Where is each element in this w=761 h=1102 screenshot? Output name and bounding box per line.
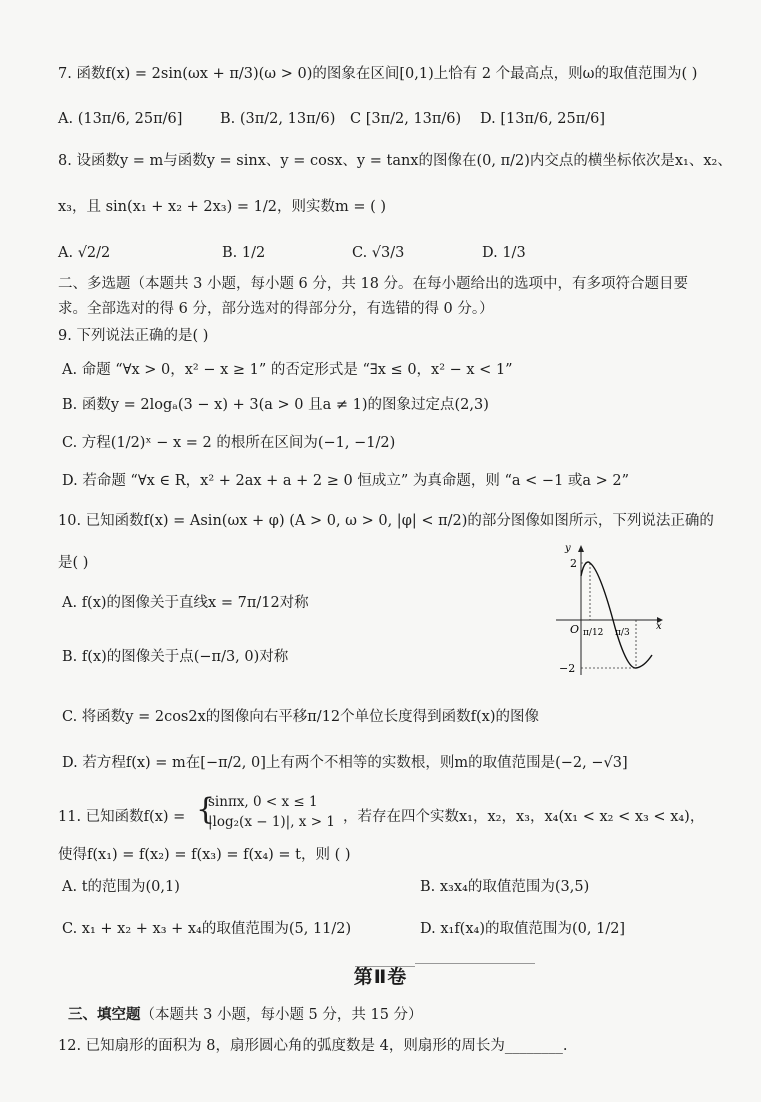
q9-option-a: A. 命题 “∀x > 0，x² − x ≥ 1” 的否定形式是 “∃x ≤ 0，x² − x < 1”: [62, 362, 513, 378]
q12-stem: 12. 已知扇形的面积为 8，扇形圆心角的弧度数是 4，则扇形的周长为________.: [58, 1038, 568, 1054]
q10-option-b: B. f(x)的图像关于点(−π/3, 0)对称: [62, 649, 289, 665]
q7-stem: 7. 函数f(x) = 2sin(ωx + π/3)(ω > 0)的图象在区间[0,1)上恰有 2 个最高点，则ω的取值范围为( ): [58, 66, 698, 82]
q8-option-d: D. 1/3: [482, 245, 526, 261]
sinusoid-curve: [581, 562, 652, 668]
q10-option-c: C. 将函数y = 2cos2x的图像向右平移π/12个单位长度得到函数f(x)的图像: [62, 709, 539, 725]
q11-option-d: D. x₁f(x₄)的取值范围为(0, 1/2]: [420, 921, 626, 937]
q10-stem-line-1: 10. 已知函数f(x) = Asin(ωx + φ) (A > 0, ω > 0, |φ| < π/2)的部分图像如图所示，下列说法正确的: [58, 513, 714, 529]
q8-option-b: B. 1/2: [222, 245, 266, 261]
q7-option-d: D. [13π/6, 25π/6]: [480, 111, 606, 127]
graph-x-label: x: [656, 621, 662, 632]
section3-heading: [68, 1004, 423, 1026]
section2-heading-line-2: 求。全部选对的得 6 分，部分选对的得部分分，有选错的得 0 分。）: [58, 301, 494, 317]
q7-option-c: C [3π/2, 13π/6): [350, 111, 462, 127]
q8-option-a: A. √2/2: [58, 245, 111, 261]
graph-y-min-label: −2: [559, 662, 576, 675]
q10-option-d: D. 若方程f(x) = m在[−π/2, 0]上有两个不相等的实数根，则m的取值范围是(−2, −√3]: [62, 755, 628, 771]
q11-option-a: A. t的范围为(0,1): [62, 879, 180, 895]
graph-y-max-label: 2: [570, 557, 577, 570]
section3-desc: （本题共 3 小题，每小题 5 分，共 15 分）: [140, 1007, 423, 1023]
q11-option-b: B. x₃x₄的取值范围为(3,5): [420, 879, 590, 895]
section2-heading-line-1: 二、多选题（本题共 3 小题，每小题 6 分，共 18 分。在每小题给出的选项中，有多项符合题目要: [58, 276, 689, 292]
q8-stem-line-2: x₃，且 sin(x₁ + x₂ + 2x₃) = 1/2，则实数m = ( ): [58, 199, 387, 215]
q10-option-a: A. f(x)的图像关于直线x = 7π/12对称: [62, 595, 309, 611]
graph-y-label: y: [565, 543, 571, 554]
q7-option-a: A. (13π/6, 25π/6]: [58, 111, 183, 127]
q9-option-c: C. 方程(1/2)ˣ − x = 2 的根所在区间为(−1, −1/2): [62, 435, 396, 451]
q9-option-d: D. 若命题 “∀x ∈ R，x² + 2ax + a + 2 ≥ 0 恒成立” 为真命题，则 “a < −1 或a > 2”: [62, 473, 630, 489]
graph-origin-label: O: [570, 623, 580, 636]
q9-stem: 9. 下列说法正确的是( ): [58, 328, 209, 344]
q10-stem-line-2: 是( ): [58, 555, 89, 571]
q11-option-c: C. x₁ + x₂ + x₃ + x₄的取值范围为(5, 11/2): [62, 921, 352, 937]
y-axis-arrow-icon: [578, 545, 584, 552]
q11-case-2: |log₂(x − 1)|, x > 1: [208, 814, 335, 830]
q8-stem-line-1: 8. 设函数y = m与函数y = sinx、y = cosx、y = tanx的图像在(0, π/2)内交点的横坐标依次是x₁、x₂、: [58, 153, 732, 169]
graph-tick-2-label: π/3: [615, 628, 630, 638]
q11-stem-prefix: 11. 已知函数f(x) =: [58, 809, 186, 825]
part2-title: 第Ⅱ卷: [353, 966, 408, 988]
q11-case-1: sinπx, 0 < x ≤ 1: [208, 794, 318, 810]
q11-stem-suffix: ，若存在四个实数x₁，x₂，x₃，x₄(x₁ < x₂ < x₃ < x₄)，: [343, 809, 705, 825]
q7-option-b: B. (3π/2, 13π/6): [220, 111, 336, 127]
section3-title: 三、填空题: [68, 1007, 141, 1023]
q11-stem-line-2: 使得f(x₁) = f(x₂) = f(x₃) = f(x₄) = t，则 ( ): [58, 847, 351, 863]
q9-option-b: B. 函数y = 2logₐ(3 − x) + 3(a > 0 且a ≠ 1)的图象过定点(2,3): [62, 397, 489, 413]
q8-option-c: C. √3/3: [352, 245, 405, 261]
q11-piecewise-brace-icon: {: [196, 792, 216, 827]
q10-function-graph: [553, 543, 665, 683]
graph-tick-1-label: π/12: [583, 628, 604, 638]
